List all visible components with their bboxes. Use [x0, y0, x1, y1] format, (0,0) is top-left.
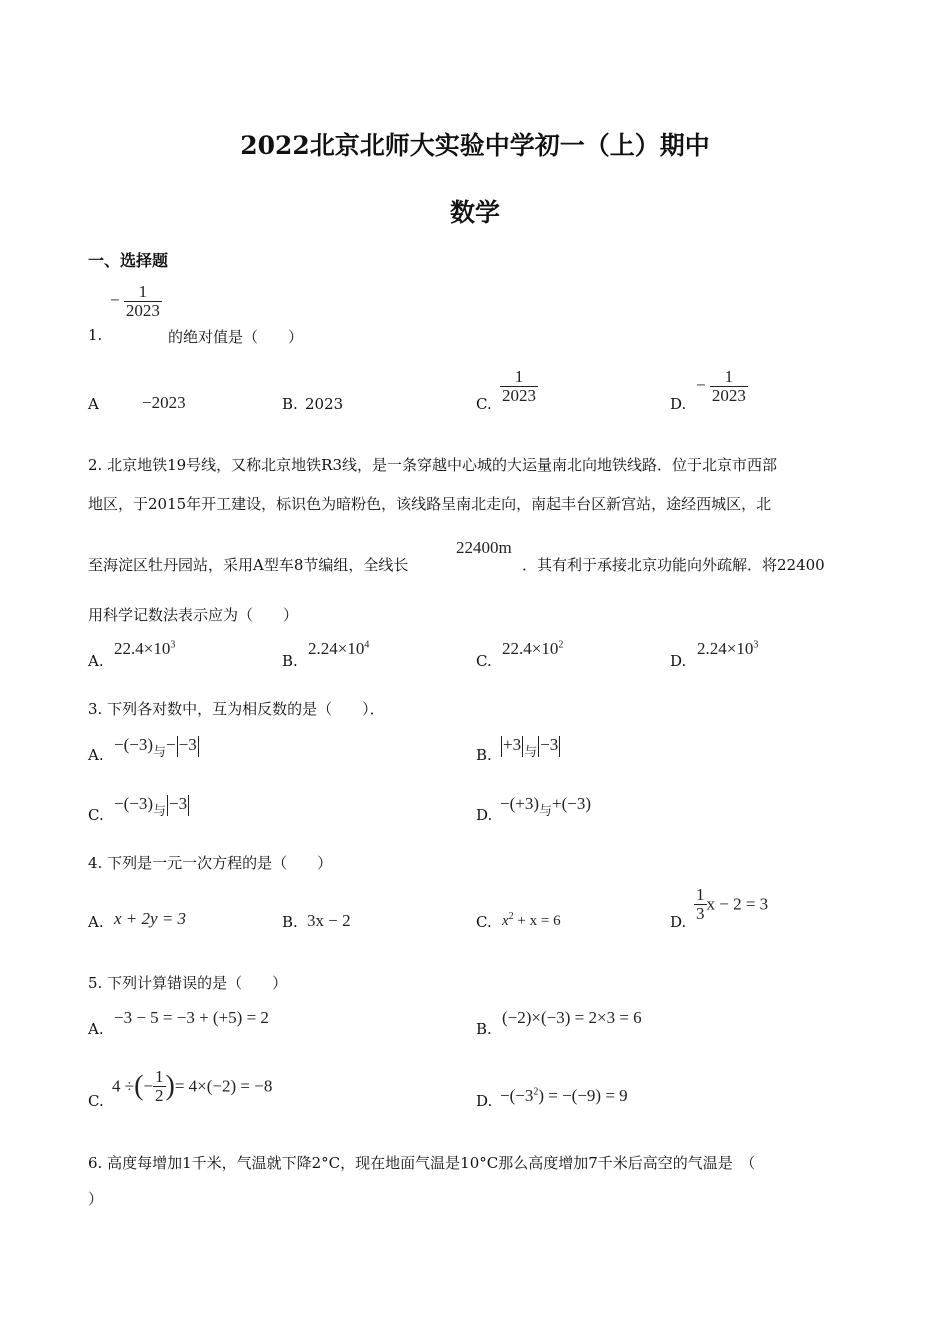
- q2-line-3-end: ．其有利于承接北京功能向外疏解．将22400: [522, 556, 825, 574]
- q5-option-c-sign: −: [143, 1076, 154, 1096]
- q2-option-b-value: [308, 639, 369, 659]
- q1-fraction: [110, 283, 162, 320]
- q3-option-a-left: −(−3): [114, 735, 153, 754]
- q2-option-c-value: [502, 639, 563, 659]
- q3-stem: 3. 下列各对数中，互为相反数的是（ ）．: [88, 700, 385, 718]
- section-heading: 一、选择题: [88, 251, 169, 270]
- q3-option-b-left-inner: +3: [503, 735, 522, 754]
- q1-option-d-fraction: [696, 368, 748, 405]
- q2-option-d-exponent: 3: [753, 639, 759, 651]
- q4-option-a-label: A.: [88, 913, 104, 931]
- q1-option-d-sign: −: [696, 375, 706, 395]
- q5-option-a-label: A.: [88, 1020, 104, 1038]
- q3-option-b-and: 与: [524, 744, 538, 759]
- abs-bar: [538, 736, 539, 757]
- q3-option-d-value: [500, 794, 591, 819]
- q4-option-c-base: x: [502, 913, 509, 929]
- abs-bar: [559, 736, 560, 757]
- q1-option-c-denominator: 2023: [502, 385, 536, 405]
- q5-option-d-right: ) = −(−9) = 9: [538, 1086, 628, 1105]
- q1-option-b-value: 2023: [305, 395, 344, 413]
- q1-option-d-numerator: 1: [724, 367, 734, 386]
- abs-bar: [177, 736, 178, 757]
- q1-option-a-value: −2023: [142, 393, 186, 412]
- q2-option-d-label: D.: [670, 652, 687, 670]
- q3-option-b-value: [500, 735, 561, 760]
- q1-option-c-numerator: 1: [514, 367, 524, 386]
- abs-bar: [188, 795, 189, 816]
- q2-option-b-label: B.: [282, 652, 298, 670]
- q5-option-b-label: B.: [476, 1020, 492, 1038]
- right-paren: ): [165, 1070, 175, 1102]
- q2-option-a-value: [114, 639, 175, 659]
- document-title: 2022北京北师大实验中学初一（上）期中: [240, 131, 710, 160]
- q2-line-3-length: 22400m: [456, 538, 512, 557]
- q3-option-d-label: D.: [476, 806, 493, 824]
- q5-option-d-label: D.: [476, 1092, 493, 1110]
- q2-option-a-label: A.: [88, 652, 104, 670]
- q1-option-a-label: A: [88, 395, 99, 413]
- q3-option-c-label: C.: [88, 806, 104, 824]
- q3-option-c-value: [114, 794, 190, 819]
- q4-option-a-value: x + 2y = 3: [114, 909, 187, 928]
- q2-option-b-exponent: 4: [364, 639, 370, 651]
- q1-option-d-label: D.: [670, 395, 687, 413]
- q4-option-b-label: B.: [282, 913, 298, 931]
- q5-option-d-exponent: 2: [533, 1086, 539, 1098]
- q3-option-c-and: 与: [153, 803, 167, 818]
- q3-option-b-label: B.: [476, 746, 492, 764]
- q4-option-d-value: [694, 886, 768, 923]
- q4-stem: 4. 下列是一元一次方程的是（ ）: [88, 854, 333, 872]
- abs-bar: [167, 795, 168, 816]
- q2-option-d-value: [697, 639, 758, 659]
- q4-option-c-value: [502, 911, 561, 930]
- q2-option-c-exponent: 2: [558, 639, 564, 651]
- q3-option-c-left: −(−3): [114, 794, 153, 813]
- q4-option-c-rest: + x = 6: [517, 913, 561, 929]
- q5-option-d-value: [500, 1086, 628, 1106]
- q4-option-b-value: 3x − 2: [307, 911, 351, 930]
- q1-stem: 的绝对值是（ ）: [168, 328, 304, 346]
- q5-option-c-label: C.: [88, 1092, 104, 1110]
- q3-option-a-label: A.: [88, 746, 104, 764]
- q3-option-a-right-inner: −3: [178, 735, 197, 754]
- q5-option-c-value: [112, 1068, 272, 1105]
- q1-fraction-denominator: 2023: [125, 300, 160, 320]
- q1-option-c-fraction: [500, 368, 538, 405]
- q1-option-b-label: B.: [282, 395, 298, 413]
- q5-option-d-left: −(−3: [500, 1086, 534, 1105]
- left-paren: (: [134, 1070, 144, 1102]
- q5-stem: 5. 下列计算错误的是（ ）: [88, 974, 288, 992]
- q4-option-d-rest: x − 2 = 3: [706, 894, 769, 914]
- q2-line-1: 2. 北京地铁19号线，又称北京地铁R3线，是一条穿越中心城的大运量南北向地铁线路．位于北京市西部: [88, 456, 778, 474]
- q5-option-c-numerator: 1: [155, 1067, 164, 1086]
- q3-option-d-and: 与: [539, 803, 553, 818]
- q4-option-d-denominator: 3: [696, 903, 705, 923]
- q3-option-c-right-inner: −3: [169, 794, 188, 813]
- q6-line-2: ）: [88, 1190, 104, 1208]
- q3-option-a-and: 与: [153, 744, 167, 759]
- q4-option-d-numerator: 1: [696, 885, 705, 904]
- q2-line-3-start: 至海淀区牡丹园站，采用A型车8节编组，全线长: [88, 556, 409, 574]
- q3-option-d-left: −(+3): [500, 794, 539, 813]
- q2-line-4: 用科学记数法表示应为（ ）: [88, 606, 299, 624]
- q4-option-c-label: C.: [476, 913, 492, 931]
- q3-option-a-value: [114, 735, 200, 760]
- q4-option-c-exponent: 2: [508, 911, 514, 922]
- q5-option-c-left: 4 ÷: [112, 1076, 135, 1096]
- q1-option-d-denominator: 2023: [711, 385, 746, 405]
- q2-option-b-base: 2.24×10: [308, 639, 365, 658]
- subject-title: 数学: [449, 198, 500, 227]
- q5-option-a-value: −3 − 5 = −3 + (+5) = 2: [114, 1008, 269, 1027]
- q6-line-1: 6. 高度每增加1千米，气温就下降2°C，现在地面气温是10°C那么高度增加7千米后高空的气温是 （: [88, 1154, 756, 1172]
- q3-option-a-right-sign: −: [166, 735, 176, 754]
- abs-bar: [522, 736, 523, 757]
- q2-option-a-exponent: 3: [170, 639, 176, 651]
- q1-option-c-label: C.: [476, 395, 492, 413]
- q2-option-c-label: C.: [476, 652, 492, 670]
- q5-option-b-value: (−2)×(−3) = 2×3 = 6: [502, 1008, 642, 1027]
- q2-line-2: 地区，于2015年开工建设，标识色为暗粉色，该线路呈南北走向，南起丰台区新宫站，途经西城区，北: [88, 495, 772, 513]
- q3-option-b-right-inner: −3: [540, 735, 559, 754]
- q1-fraction-numerator: 1: [138, 282, 148, 301]
- q2-option-a-base: 22.4×10: [114, 639, 171, 658]
- q2-option-c-base: 22.4×10: [502, 639, 559, 658]
- q5-option-c-right: = 4×(−2) = −8: [174, 1076, 273, 1096]
- q1-number: 1.: [88, 326, 103, 344]
- q1-fraction-sign: −: [110, 290, 120, 310]
- abs-bar: [501, 736, 502, 757]
- abs-bar: [198, 736, 199, 757]
- q3-option-d-right: +(−3): [552, 794, 592, 813]
- q4-option-d-label: D.: [670, 913, 687, 931]
- q2-option-d-base: 2.24×10: [697, 639, 754, 658]
- q5-option-c-denominator: 2: [155, 1085, 164, 1105]
